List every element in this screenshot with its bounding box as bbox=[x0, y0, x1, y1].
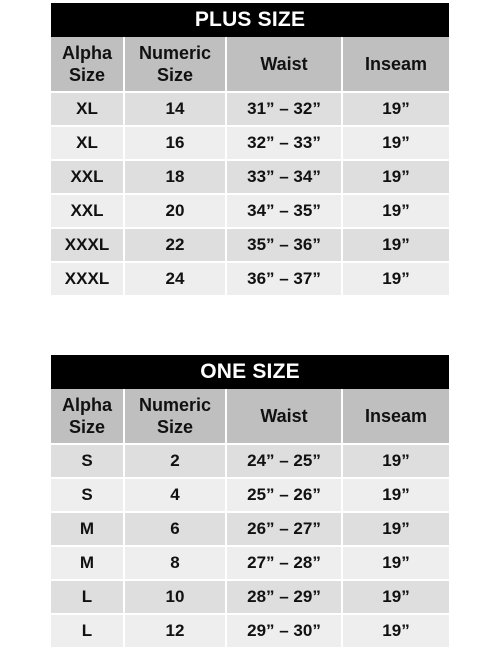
inseam-cell: 19” bbox=[343, 127, 449, 161]
waist-cell: 25” – 26” bbox=[227, 479, 343, 513]
alpha-cell: XXXL bbox=[51, 263, 125, 295]
table-row bbox=[51, 161, 449, 195]
header-line: Alpha bbox=[61, 395, 112, 415]
alpha-cell: XXXL bbox=[51, 229, 125, 263]
numeric-cell: 14 bbox=[125, 93, 227, 127]
header-line: Inseam bbox=[364, 406, 428, 426]
header-line: Size bbox=[156, 65, 194, 85]
waist-cell: 36” – 37” bbox=[227, 263, 343, 295]
header-numeric-size bbox=[125, 389, 227, 445]
one-size-title: ONE SIZE bbox=[51, 355, 449, 389]
waist-cell: 32” – 33” bbox=[227, 127, 343, 161]
one-size-table bbox=[51, 355, 449, 647]
inseam-cell: 19” bbox=[343, 161, 449, 195]
one-size-grid bbox=[51, 389, 449, 647]
header-line: Waist bbox=[260, 406, 308, 426]
inseam-cell: 19” bbox=[343, 195, 449, 229]
table-row bbox=[51, 93, 449, 127]
waist-cell: 27” – 28” bbox=[227, 547, 343, 581]
alpha-cell: XL bbox=[51, 93, 125, 127]
header-line: Size bbox=[68, 417, 106, 437]
plus-size-table bbox=[51, 3, 449, 295]
inseam-cell: 19” bbox=[343, 229, 449, 263]
header-line: Numeric bbox=[138, 43, 212, 63]
numeric-cell: 16 bbox=[125, 127, 227, 161]
plus-size-grid bbox=[51, 37, 449, 295]
alpha-cell: S bbox=[51, 445, 125, 479]
header-row bbox=[51, 389, 449, 445]
numeric-cell: 12 bbox=[125, 615, 227, 647]
table-row bbox=[51, 581, 449, 615]
header-waist bbox=[227, 37, 343, 93]
numeric-cell: 18 bbox=[125, 161, 227, 195]
header-numeric-size bbox=[125, 37, 227, 93]
numeric-cell: 6 bbox=[125, 513, 227, 547]
waist-cell: 29” – 30” bbox=[227, 615, 343, 647]
alpha-cell: L bbox=[51, 581, 125, 615]
alpha-cell: L bbox=[51, 615, 125, 647]
table-row bbox=[51, 615, 449, 647]
header-line: Waist bbox=[260, 54, 308, 74]
numeric-cell: 24 bbox=[125, 263, 227, 295]
inseam-cell: 19” bbox=[343, 93, 449, 127]
inseam-cell: 19” bbox=[343, 445, 449, 479]
plus-size-title: PLUS SIZE bbox=[51, 3, 449, 37]
waist-cell: 35” – 36” bbox=[227, 229, 343, 263]
alpha-cell: XXL bbox=[51, 195, 125, 229]
numeric-cell: 4 bbox=[125, 479, 227, 513]
table-row bbox=[51, 229, 449, 263]
table-row bbox=[51, 127, 449, 161]
header-inseam bbox=[343, 389, 449, 445]
inseam-cell: 19” bbox=[343, 547, 449, 581]
header-alpha-size bbox=[51, 389, 125, 445]
table-row bbox=[51, 195, 449, 229]
numeric-cell: 20 bbox=[125, 195, 227, 229]
header-waist bbox=[227, 389, 343, 445]
inseam-cell: 19” bbox=[343, 513, 449, 547]
header-inseam bbox=[343, 37, 449, 93]
inseam-cell: 19” bbox=[343, 479, 449, 513]
inseam-cell: 19” bbox=[343, 581, 449, 615]
waist-cell: 31” – 32” bbox=[227, 93, 343, 127]
header-line: Inseam bbox=[364, 54, 428, 74]
alpha-cell: XL bbox=[51, 127, 125, 161]
alpha-cell: M bbox=[51, 513, 125, 547]
alpha-cell: M bbox=[51, 547, 125, 581]
header-row bbox=[51, 37, 449, 93]
waist-cell: 26” – 27” bbox=[227, 513, 343, 547]
header-line: Alpha bbox=[61, 43, 112, 63]
numeric-cell: 10 bbox=[125, 581, 227, 615]
waist-cell: 28” – 29” bbox=[227, 581, 343, 615]
table-row bbox=[51, 547, 449, 581]
numeric-cell: 8 bbox=[125, 547, 227, 581]
header-line: Numeric bbox=[138, 395, 212, 415]
table-row bbox=[51, 513, 449, 547]
inseam-cell: 19” bbox=[343, 615, 449, 647]
header-alpha-size bbox=[51, 37, 125, 93]
header-line: Size bbox=[68, 65, 106, 85]
header-line: Size bbox=[156, 417, 194, 437]
numeric-cell: 2 bbox=[125, 445, 227, 479]
alpha-cell: XXL bbox=[51, 161, 125, 195]
inseam-cell: 19” bbox=[343, 263, 449, 295]
table-row bbox=[51, 479, 449, 513]
waist-cell: 34” – 35” bbox=[227, 195, 343, 229]
waist-cell: 24” – 25” bbox=[227, 445, 343, 479]
table-row bbox=[51, 445, 449, 479]
table-row bbox=[51, 263, 449, 295]
numeric-cell: 22 bbox=[125, 229, 227, 263]
alpha-cell: S bbox=[51, 479, 125, 513]
waist-cell: 33” – 34” bbox=[227, 161, 343, 195]
